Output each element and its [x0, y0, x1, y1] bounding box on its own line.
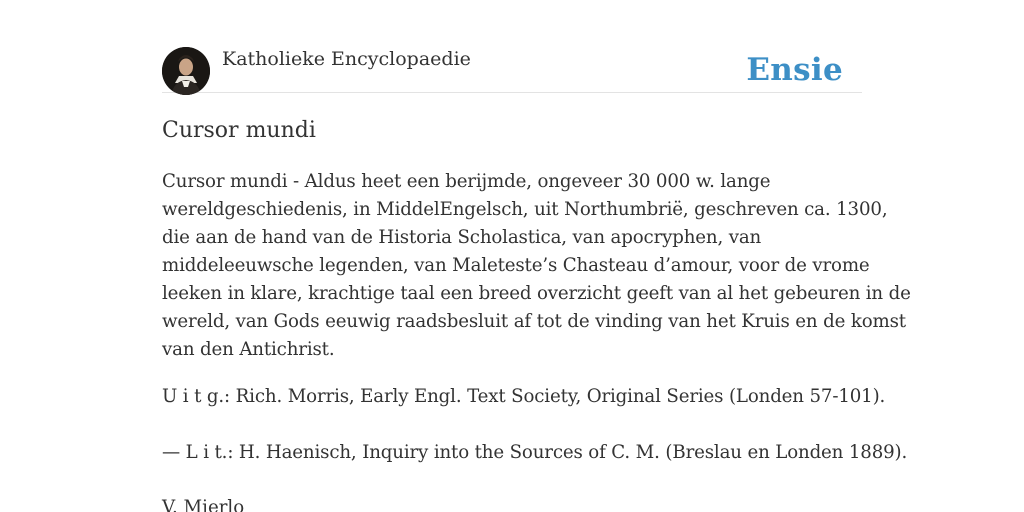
- body-line: middeleeuwsche legenden, van Maleteste’s Chasteau d’amour, voor de vrome: [162, 255, 870, 276]
- body-line: van den Antichrist.: [162, 339, 335, 360]
- source-name[interactable]: Katholieke Encyclopaedie: [222, 48, 471, 70]
- article-title: Cursor mundi: [162, 118, 316, 143]
- body-line: die aan de hand van de Historia Scholastica, van apocryphen, van: [162, 227, 762, 248]
- portrait-avatar-icon[interactable]: [162, 47, 210, 95]
- source-header: [162, 46, 862, 93]
- article-author: V. Mierlo: [162, 497, 245, 512]
- body-line: wereld, van Gods eeuwig raadsbesluit af tot de vinding van het Kruis en de komst: [162, 311, 906, 332]
- literature-reference: — L i t.: H. Haenisch, Inquiry into the Sources of C. M. (Breslau en Londen 1889).: [162, 442, 908, 463]
- body-line: leeken in klare, krachtige taal een breed overzicht geeft van al het gebeuren in de: [162, 283, 911, 304]
- article-body: [162, 168, 911, 364]
- body-line: wereldgeschiedenis, in MiddelEngelsch, uit Northumbrië, geschreven ca. 1300,: [162, 199, 888, 220]
- edition-reference: U i t g.: Rich. Morris, Early Engl. Text Society, Original Series (Londen 57-101).: [162, 386, 886, 407]
- ensie-logo[interactable]: Ensie: [746, 52, 843, 88]
- body-line: Cursor mundi - Aldus heet een berijmde, ongeveer 30 000 w. lange: [162, 171, 771, 192]
- article-page: [162, 0, 911, 512]
